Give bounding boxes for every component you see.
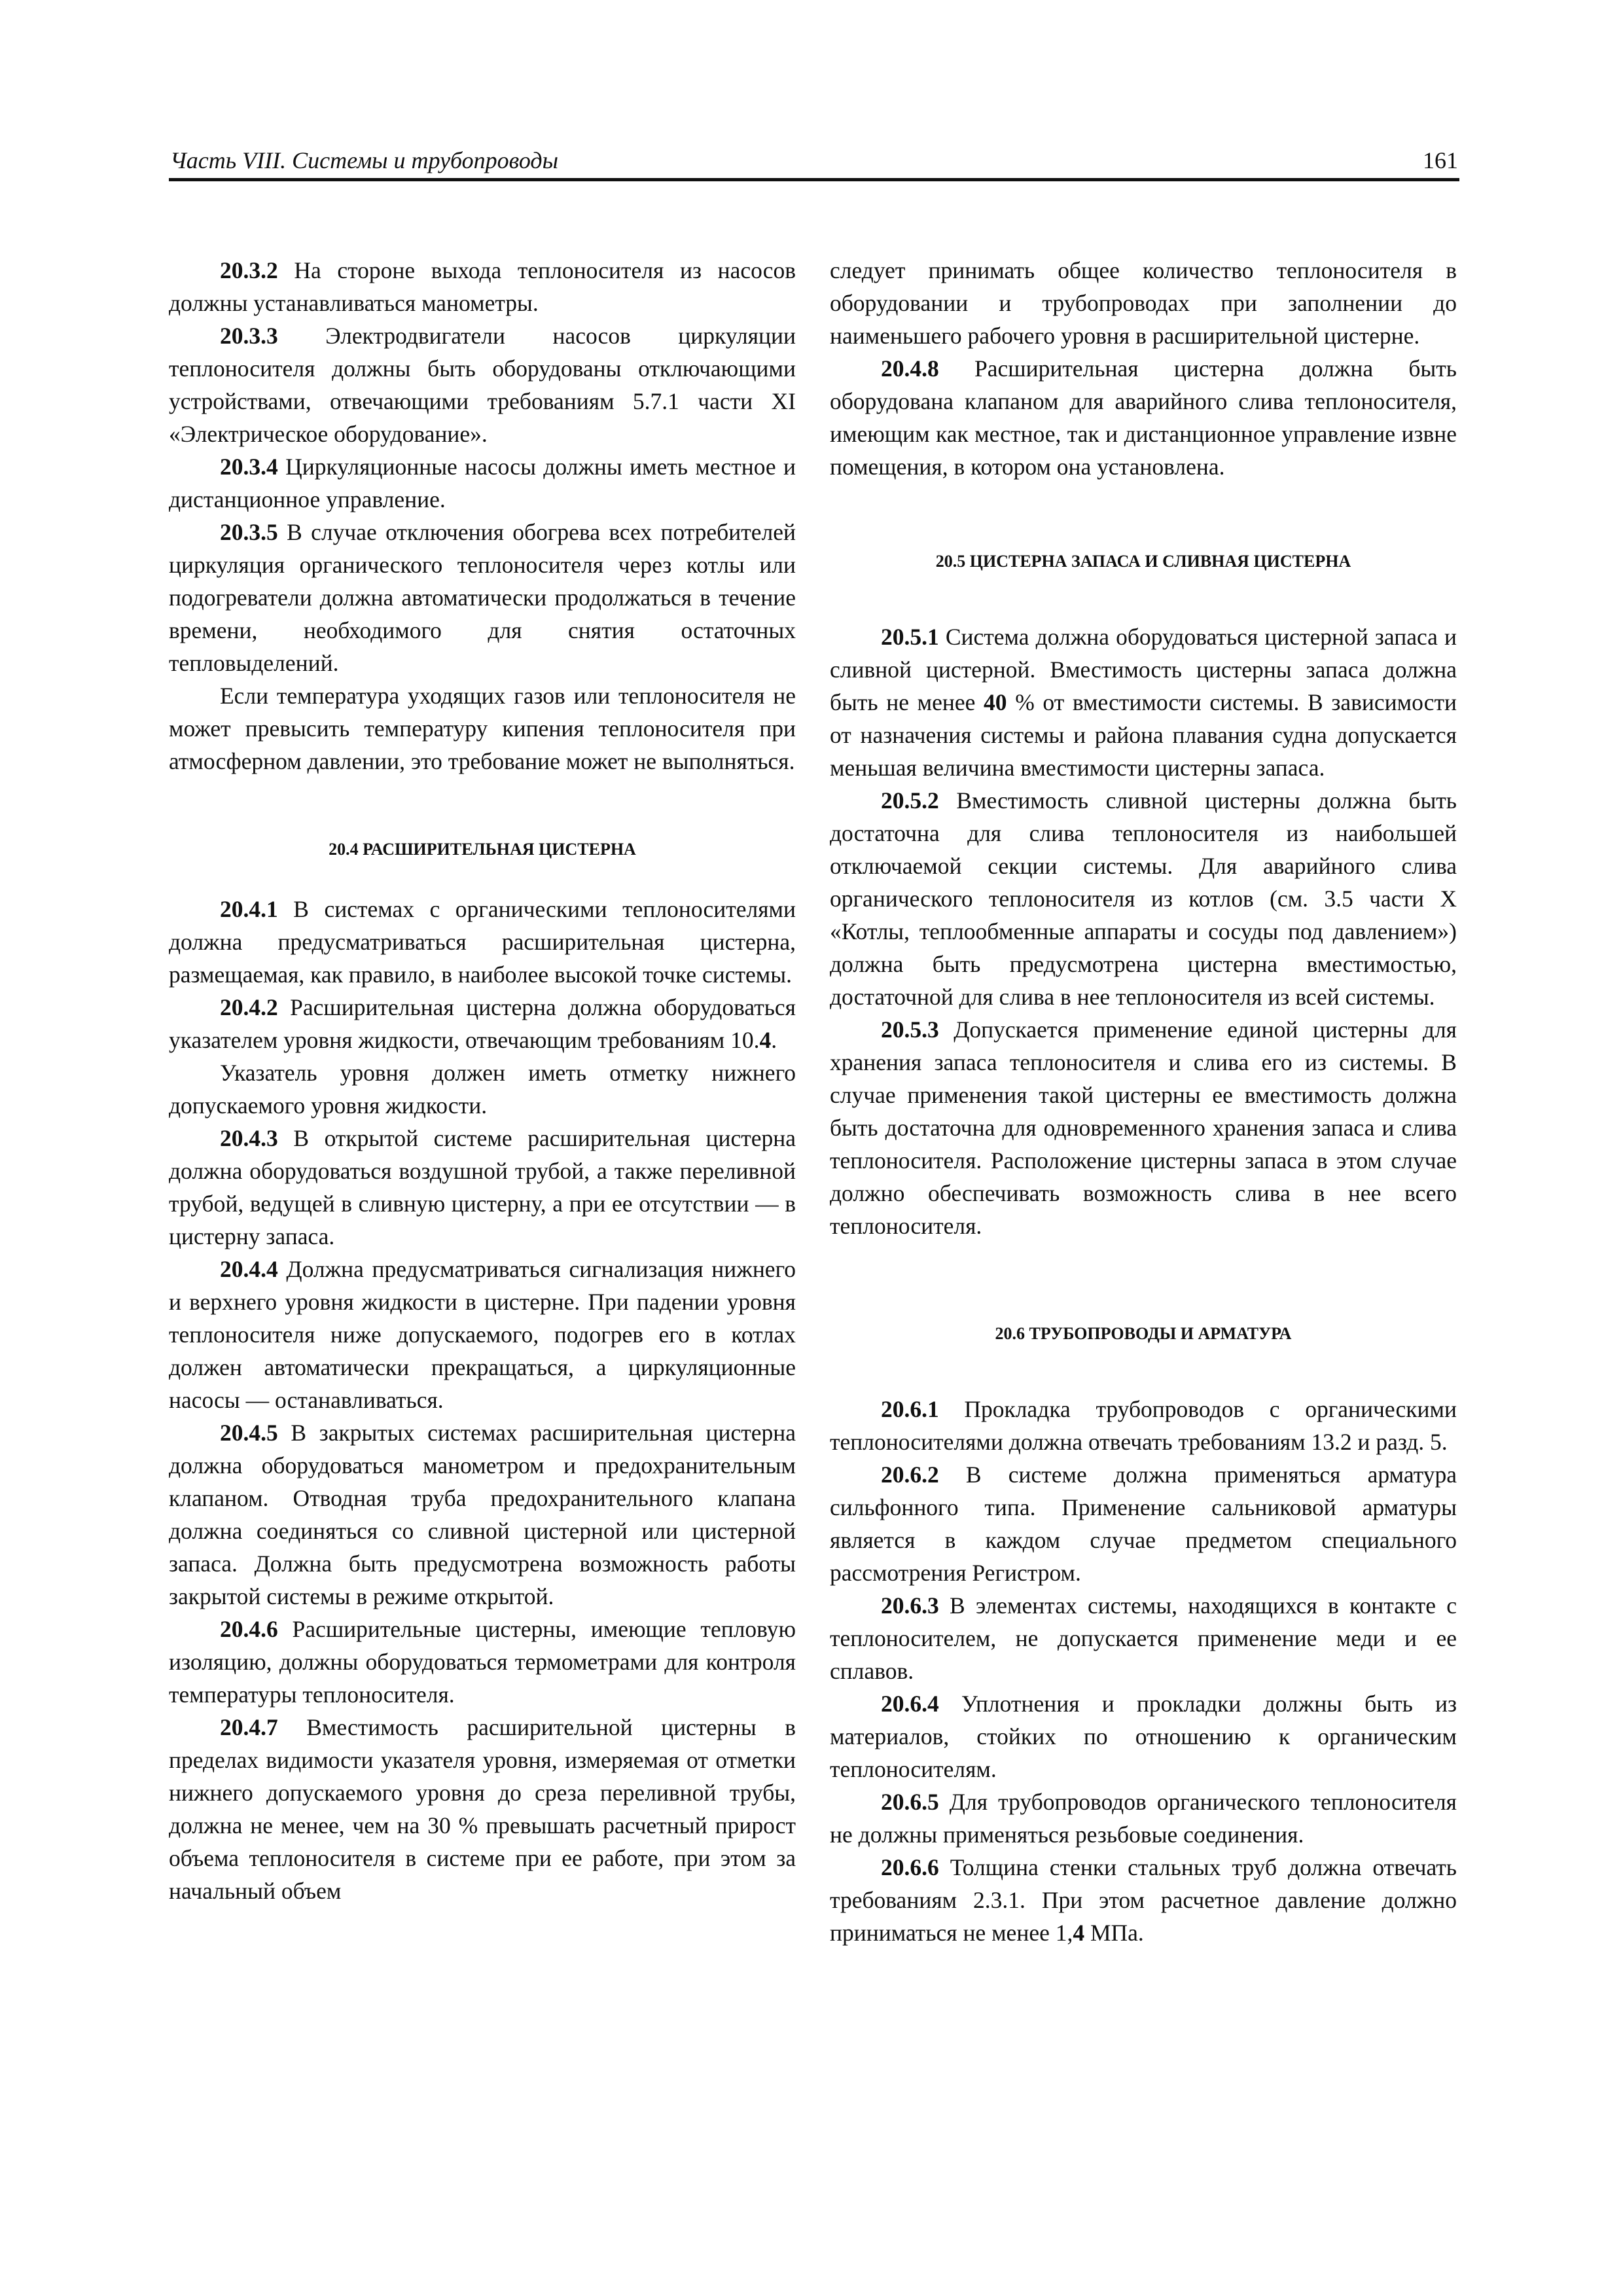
paragraph-20-5-1 [830, 620, 1457, 784]
clause-text: В элементах системы, находящихся в контакте с теплоносителем, не допускается применение меди и ее сплавов. [830, 1592, 1457, 1684]
value-bold: 4 [1073, 1920, 1085, 1946]
clause-text: Для трубопроводов органического теплоносителя не должны применяться резьбовые соединения. [830, 1789, 1457, 1848]
clause-text: Вместимость сливной цистерны должна быть достаточна для слива теплоносителя из наибольшей отключаемой секции системы. Для аварийного слива органического теплоносителя из котлов (см. 3.5 части X «Котлы, теплообменные аппараты и сосуды под давлением») должна быть предусмотрена цистерна вместимостью, достаточной для слива в нее теплоносителя из всей системы. [830, 787, 1457, 1010]
paragraph-20-6-2 [830, 1458, 1457, 1589]
clause-text: Толщина стенки стальных труб должна отвечать требованиям 2.3.1. При этом расчетное давление должно приниматься не менее 1, [830, 1854, 1457, 1946]
clause-number: 20.4.4 [220, 1256, 278, 1282]
reference-bold: 4 [759, 1027, 772, 1053]
clause-text: В случае отключения обогрева всех потребителей циркуляция органического теплоносителя через котлы или подогреватели должна автоматически продолжаться в течение времени, необходимого для снятия остаточных тепловыделений. [169, 519, 796, 676]
clause-number: 20.4.5 [220, 1420, 278, 1446]
clause-number: 20.6.4 [881, 1691, 939, 1717]
paragraph-20-4-5 [169, 1416, 796, 1613]
clause-number: 20.4.2 [220, 994, 278, 1020]
clause-text: В системе должна применяться арматура сильфонного типа. Применение сальниковой арматуры является в каждом случае предметом специального рассмотрения Регистром. [830, 1462, 1457, 1586]
clause-number: 20.4.6 [220, 1616, 278, 1642]
paragraph-20-4-4 [169, 1253, 796, 1416]
section-heading-20-4: 20.4 РАСШИРИТЕЛЬНАЯ ЦИСТЕРНА [329, 840, 636, 859]
clause-text: Циркуляционные насосы должны иметь местное и дистанционное управление. [169, 454, 796, 512]
paragraph-20-4-2-note: Указатель уровня должен иметь отметку нижнего допускаемого уровня жидкости. [169, 1060, 796, 1119]
clause-text: Система должна оборудоваться цистерной запаса и сливной цистерной. Вместимость цистерны запаса должна быть не менее [830, 624, 1457, 715]
paragraph-20-3-4 [169, 450, 796, 516]
clause-number: 20.5.2 [881, 787, 939, 814]
paragraph-20-4-2 [169, 991, 796, 1056]
clause-number: 20.3.2 [220, 257, 278, 283]
clause-number: 20.6.1 [881, 1396, 939, 1422]
running-header [169, 143, 1459, 181]
clause-number: 20.4.1 [220, 896, 278, 922]
clause-text: Допускается применение единой цистерны для хранения запаса теплоносителя и слива его из системы. В случае применения такой цистерны ее вместимость должна быть достаточна для одновременного хранения запаса и слива теплоносителя. Расположение цистерны запаса в этом случае должно обеспечивать возможность слива в нее всего теплоносителя. [830, 1016, 1457, 1239]
paragraph-20-3-5-note: Если температура уходящих газов или теплоносителя не может превысить температуру кипения теплоносителя при атмосферном давлении, это требование может не выполняться. [169, 683, 796, 774]
paragraph-20-6-5 [830, 1785, 1457, 1851]
clause-text: МПа. [1084, 1920, 1144, 1946]
paragraph-20-3-5 [169, 516, 796, 679]
paragraph-20-5-3 [830, 1013, 1457, 1242]
clause-text: Электродвигатели насосов циркуляции теплоносителя должны быть оборудованы отключающими устройствами, отвечающими требованиям 5.7.1 части XI «Электрическое оборудование». [169, 323, 796, 447]
paragraph-20-4-7 [169, 1711, 796, 1907]
section-heading-20-5: 20.5 ЦИСТЕРНА ЗАПАСА И СЛИВНАЯ ЦИСТЕРНА [935, 552, 1351, 571]
clause-number: 20.3.4 [220, 454, 278, 480]
paragraph-20-4-1 [169, 893, 796, 991]
paragraph-20-3-3 [169, 319, 796, 450]
paragraph-20-4-6 [169, 1613, 796, 1711]
left-column [169, 254, 796, 1907]
paragraph-20-6-4 [830, 1687, 1457, 1785]
clause-number: 20.6.2 [881, 1462, 939, 1488]
clause-text: Должна предусматриваться сигнализация нижнего и верхнего уровня жидкости в цистерне. При падении уровня теплоносителя ниже допускаемого, подогрев его в котлах должен автоматически прекращаться, а циркуляционные насосы — останавливаться. [169, 1256, 796, 1413]
clause-number: 20.4.8 [881, 355, 939, 382]
paragraph-20-4-8 [830, 352, 1457, 483]
clause-text: . [771, 1027, 777, 1053]
clause-number: 20.5.1 [881, 624, 939, 650]
paragraph-20-5-2 [830, 784, 1457, 1013]
paragraph-20-6-1 [830, 1393, 1457, 1458]
clause-number: 20.4.3 [220, 1125, 278, 1151]
clause-number: 20.5.3 [881, 1016, 939, 1043]
clause-text: Расширительные цистерны, имеющие тепловую изоляцию, должны оборудоваться термометрами для контроля температуры теплоносителя. [169, 1616, 796, 1708]
section-heading-20-6: 20.6 ТРУБОПРОВОДЫ И АРМАТУРА [995, 1324, 1292, 1343]
clause-number: 20.3.5 [220, 519, 278, 545]
paragraph-20-4-7-continued: следует принимать общее количество теплоносителя в оборудовании и трубопроводах при заполнении до наименьшего рабочего уровня в расширительной цистерне. [830, 257, 1457, 349]
running-header-title: Часть VIII. Системы и трубопроводы [170, 147, 558, 173]
paragraph-20-3-2 [169, 254, 796, 319]
clause-number: 20.4.7 [220, 1714, 278, 1740]
clause-text: Расширительная цистерна должна оборудоваться указателем уровня жидкости, отвечающим требованиям 10. [169, 994, 796, 1053]
clause-text: В системах с органическими теплоносителями должна предусматриваться расширительная цистерна, размещаемая, как правило, в наиболее высокой точке системы. [169, 896, 796, 988]
page-number: 161 [1423, 147, 1458, 173]
clause-text: В открытой системе расширительная цистерна должна оборудоваться воздушной трубой, а также переливной трубой, ведущей в сливную цистерну, а при ее отсутствии — в цистерну запаса. [169, 1125, 796, 1249]
clause-number: 20.6.5 [881, 1789, 939, 1815]
clause-text: Уплотнения и прокладки должны быть из материалов, стойких по отношению к органическим теплоносителям. [830, 1691, 1457, 1782]
clause-number: 20.6.6 [881, 1854, 939, 1880]
right-column [830, 254, 1457, 1949]
clause-number: 20.3.3 [220, 323, 278, 349]
clause-text: Вместимость расширительной цистерны в пределах видимости указателя уровня, измеряемая от отметки нижнего допускаемого уровня до среза переливной трубы, должна не менее, чем на 30 % превышать расчетный прирост объема теплоносителя в системе при ее работе, при этом за начальный объем [169, 1714, 796, 1904]
clause-text: На стороне выхода теплоносителя из насосов должны устанавливаться манометры. [169, 257, 796, 316]
value-bold: 40 [984, 689, 1007, 715]
paragraph-20-6-6 [830, 1851, 1457, 1949]
clause-text: Прокладка трубопроводов с органическими теплоносителями должна отвечать требованиям 13.2 и разд. 5. [830, 1396, 1457, 1455]
paragraph-20-6-3 [830, 1589, 1457, 1687]
clause-number: 20.6.3 [881, 1592, 939, 1619]
paragraph-20-4-3 [169, 1122, 796, 1253]
clause-text: Расширительная цистерна должна быть оборудована клапаном для аварийного слива теплоносителя, имеющим как местное, так и дистанционное управление извне помещения, в котором она установлена. [830, 355, 1457, 480]
clause-text: % от вместимости системы. В зависимости от назначения системы и района плавания судна допускается меньшая величина вместимости цистерны запаса. [830, 689, 1457, 781]
clause-text: В закрытых системах расширительная цистерна должна оборудоваться манометром и предохранительным клапаном. Отводная труба предохранительного клапана должна соединяться со сливной цистерной или цистерной запаса. Должна быть предусмотрена возможность работы закрытой системы в режиме открытой. [169, 1420, 796, 1609]
